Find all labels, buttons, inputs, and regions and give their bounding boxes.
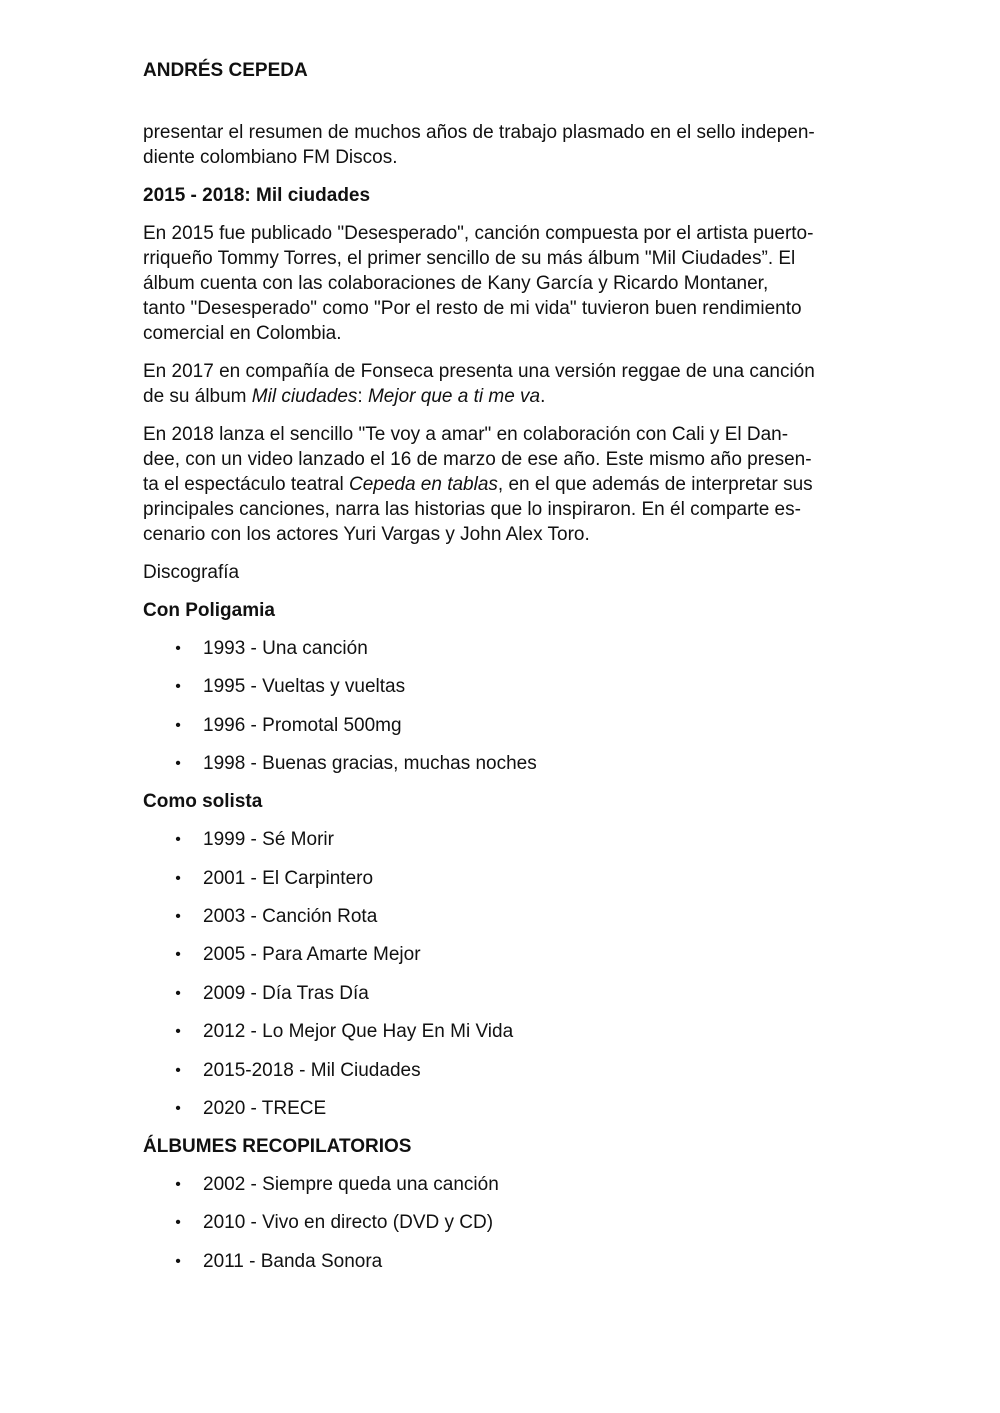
list-item (143, 1210, 858, 1235)
paragraph-line: En 2015 fue publicado "Desesperado", canción compuesta por el artista puerto- (143, 223, 814, 244)
list-item (143, 827, 858, 852)
list-item-text: 1998 - Buenas gracias, muchas noches (203, 753, 537, 775)
bullet-icon: • (175, 755, 181, 773)
paragraph-line: En 2018 lanza el sencillo "Te voy a amar" en colaboración con Cali y El Dan- (143, 424, 789, 445)
list-con-poligamia (143, 636, 858, 776)
text-run: ta el espectáculo teatral (143, 474, 349, 495)
song-title-italic: Mejor que a ti me va (367, 386, 541, 407)
list-item-text: 2003 - Canción Rota (203, 905, 378, 927)
paragraph-line: diente colombiano FM Discos. (143, 147, 398, 168)
bullet-icon: • (175, 946, 181, 964)
list-item-text: 2015-2018 - Mil Ciudades (203, 1059, 421, 1081)
list-item-text: 1996 - Promotal 500mg (203, 714, 402, 736)
list-item-text: 1999 - Sé Morir (203, 829, 334, 851)
bullet-icon: • (175, 869, 181, 887)
list-item-text: 2011 - Banda Sonora (203, 1250, 383, 1272)
bullet-icon: • (175, 984, 181, 1002)
document-header-title: ANDRÉS CEPEDA (143, 60, 308, 81)
paragraph-fonseca (143, 359, 858, 409)
paragraph-line: presentar el resumen de muchos años de trabajo plasmado en el sello indepen- (143, 122, 815, 143)
list-item-text: 2010 - Vivo en directo (DVD y CD) (203, 1212, 494, 1234)
bullet-icon: • (175, 678, 181, 696)
discography-label: Discografía (143, 562, 240, 583)
bullet-icon: • (175, 1175, 181, 1193)
paragraph-line: dee, con un video lanzado el 16 de marzo de ese año. Este mismo año presen- (143, 449, 812, 470)
bullet-icon: • (175, 831, 181, 849)
section-heading-con-poligamia: Con Poligamia (143, 600, 275, 621)
list-item (143, 1058, 858, 1083)
album-title-italic: Mil ciudades (251, 386, 358, 407)
list-item (143, 713, 858, 738)
bullet-icon: • (175, 716, 181, 734)
paragraph-line: rriqueño Tommy Torres, el primer sencillo de su más álbum "Mil Ciudades”. El (143, 248, 796, 269)
paragraph-line (143, 384, 858, 409)
paragraph-te-voy-a-amar (143, 422, 858, 547)
paragraph-line: tanto "Desesperado" como "Por el resto de mi vida" tuvieron buen rendimiento (143, 298, 802, 319)
list-item-text: 2001 - El Carpintero (203, 867, 374, 889)
text-run: : (357, 386, 368, 407)
bullet-icon: • (175, 1099, 181, 1117)
intro-paragraph (143, 120, 858, 170)
bullet-icon: • (175, 1252, 181, 1270)
list-item-text: 2005 - Para Amarte Mejor (203, 944, 421, 966)
section-heading-recopilatorios: ÁLBUMES RECOPILATORIOS (143, 1135, 412, 1157)
list-item (143, 1019, 858, 1044)
list-item-text: 1993 - Una canción (203, 638, 368, 659)
section-heading-como-solista: Como solista (143, 791, 263, 813)
text-run: , en el que además de interpretar sus (497, 474, 813, 495)
list-item (143, 1096, 858, 1121)
list-item-text: 2009 - Día Tras Día (203, 982, 369, 1004)
list-item (143, 636, 858, 661)
document-page (143, 58, 858, 1287)
bullet-icon: • (175, 1214, 181, 1232)
section-heading-mil-ciudades: 2015 - 2018: Mil ciudades (143, 185, 371, 206)
list-item (143, 942, 858, 967)
paragraph-line (143, 472, 858, 497)
paragraph-line: En 2017 en compañía de Fonseca presenta una versión reggae de una canción (143, 361, 815, 382)
paragraph-line: principales canciones, narra las historias que lo inspiraron. En él comparte es- (143, 499, 801, 520)
list-item (143, 751, 858, 776)
list-item (143, 866, 858, 891)
paragraph-desesperado (143, 221, 858, 346)
list-item (143, 981, 858, 1006)
list-item-text: 2012 - Lo Mejor Que Hay En Mi Vida (203, 1021, 514, 1043)
bullet-icon: • (175, 907, 181, 925)
list-item-text: 2002 - Siempre queda una canción (203, 1173, 499, 1195)
paragraph-line: álbum cuenta con las colaboraciones de Kany García y Ricardo Montaner, (143, 273, 769, 294)
bullet-icon: • (175, 640, 181, 657)
text-run: de su álbum (143, 386, 252, 407)
list-item-text: 1995 - Vueltas y vueltas (203, 676, 406, 698)
bullet-icon: • (175, 1061, 181, 1079)
show-title-italic: Cepeda en tablas (348, 474, 498, 495)
list-item (143, 1172, 858, 1197)
list-item (143, 674, 858, 699)
paragraph-line: cenario con los actores Yuri Vargas y John Alex Toro. (143, 524, 590, 545)
list-item (143, 1249, 858, 1274)
list-como-solista (143, 827, 858, 1121)
list-recopilatorios (143, 1172, 858, 1274)
list-item-text: 2020 - TRECE (203, 1097, 327, 1119)
bullet-icon: • (175, 1023, 181, 1041)
paragraph-line: comercial en Colombia. (143, 323, 342, 344)
text-run: . (540, 386, 546, 407)
list-item (143, 904, 858, 929)
